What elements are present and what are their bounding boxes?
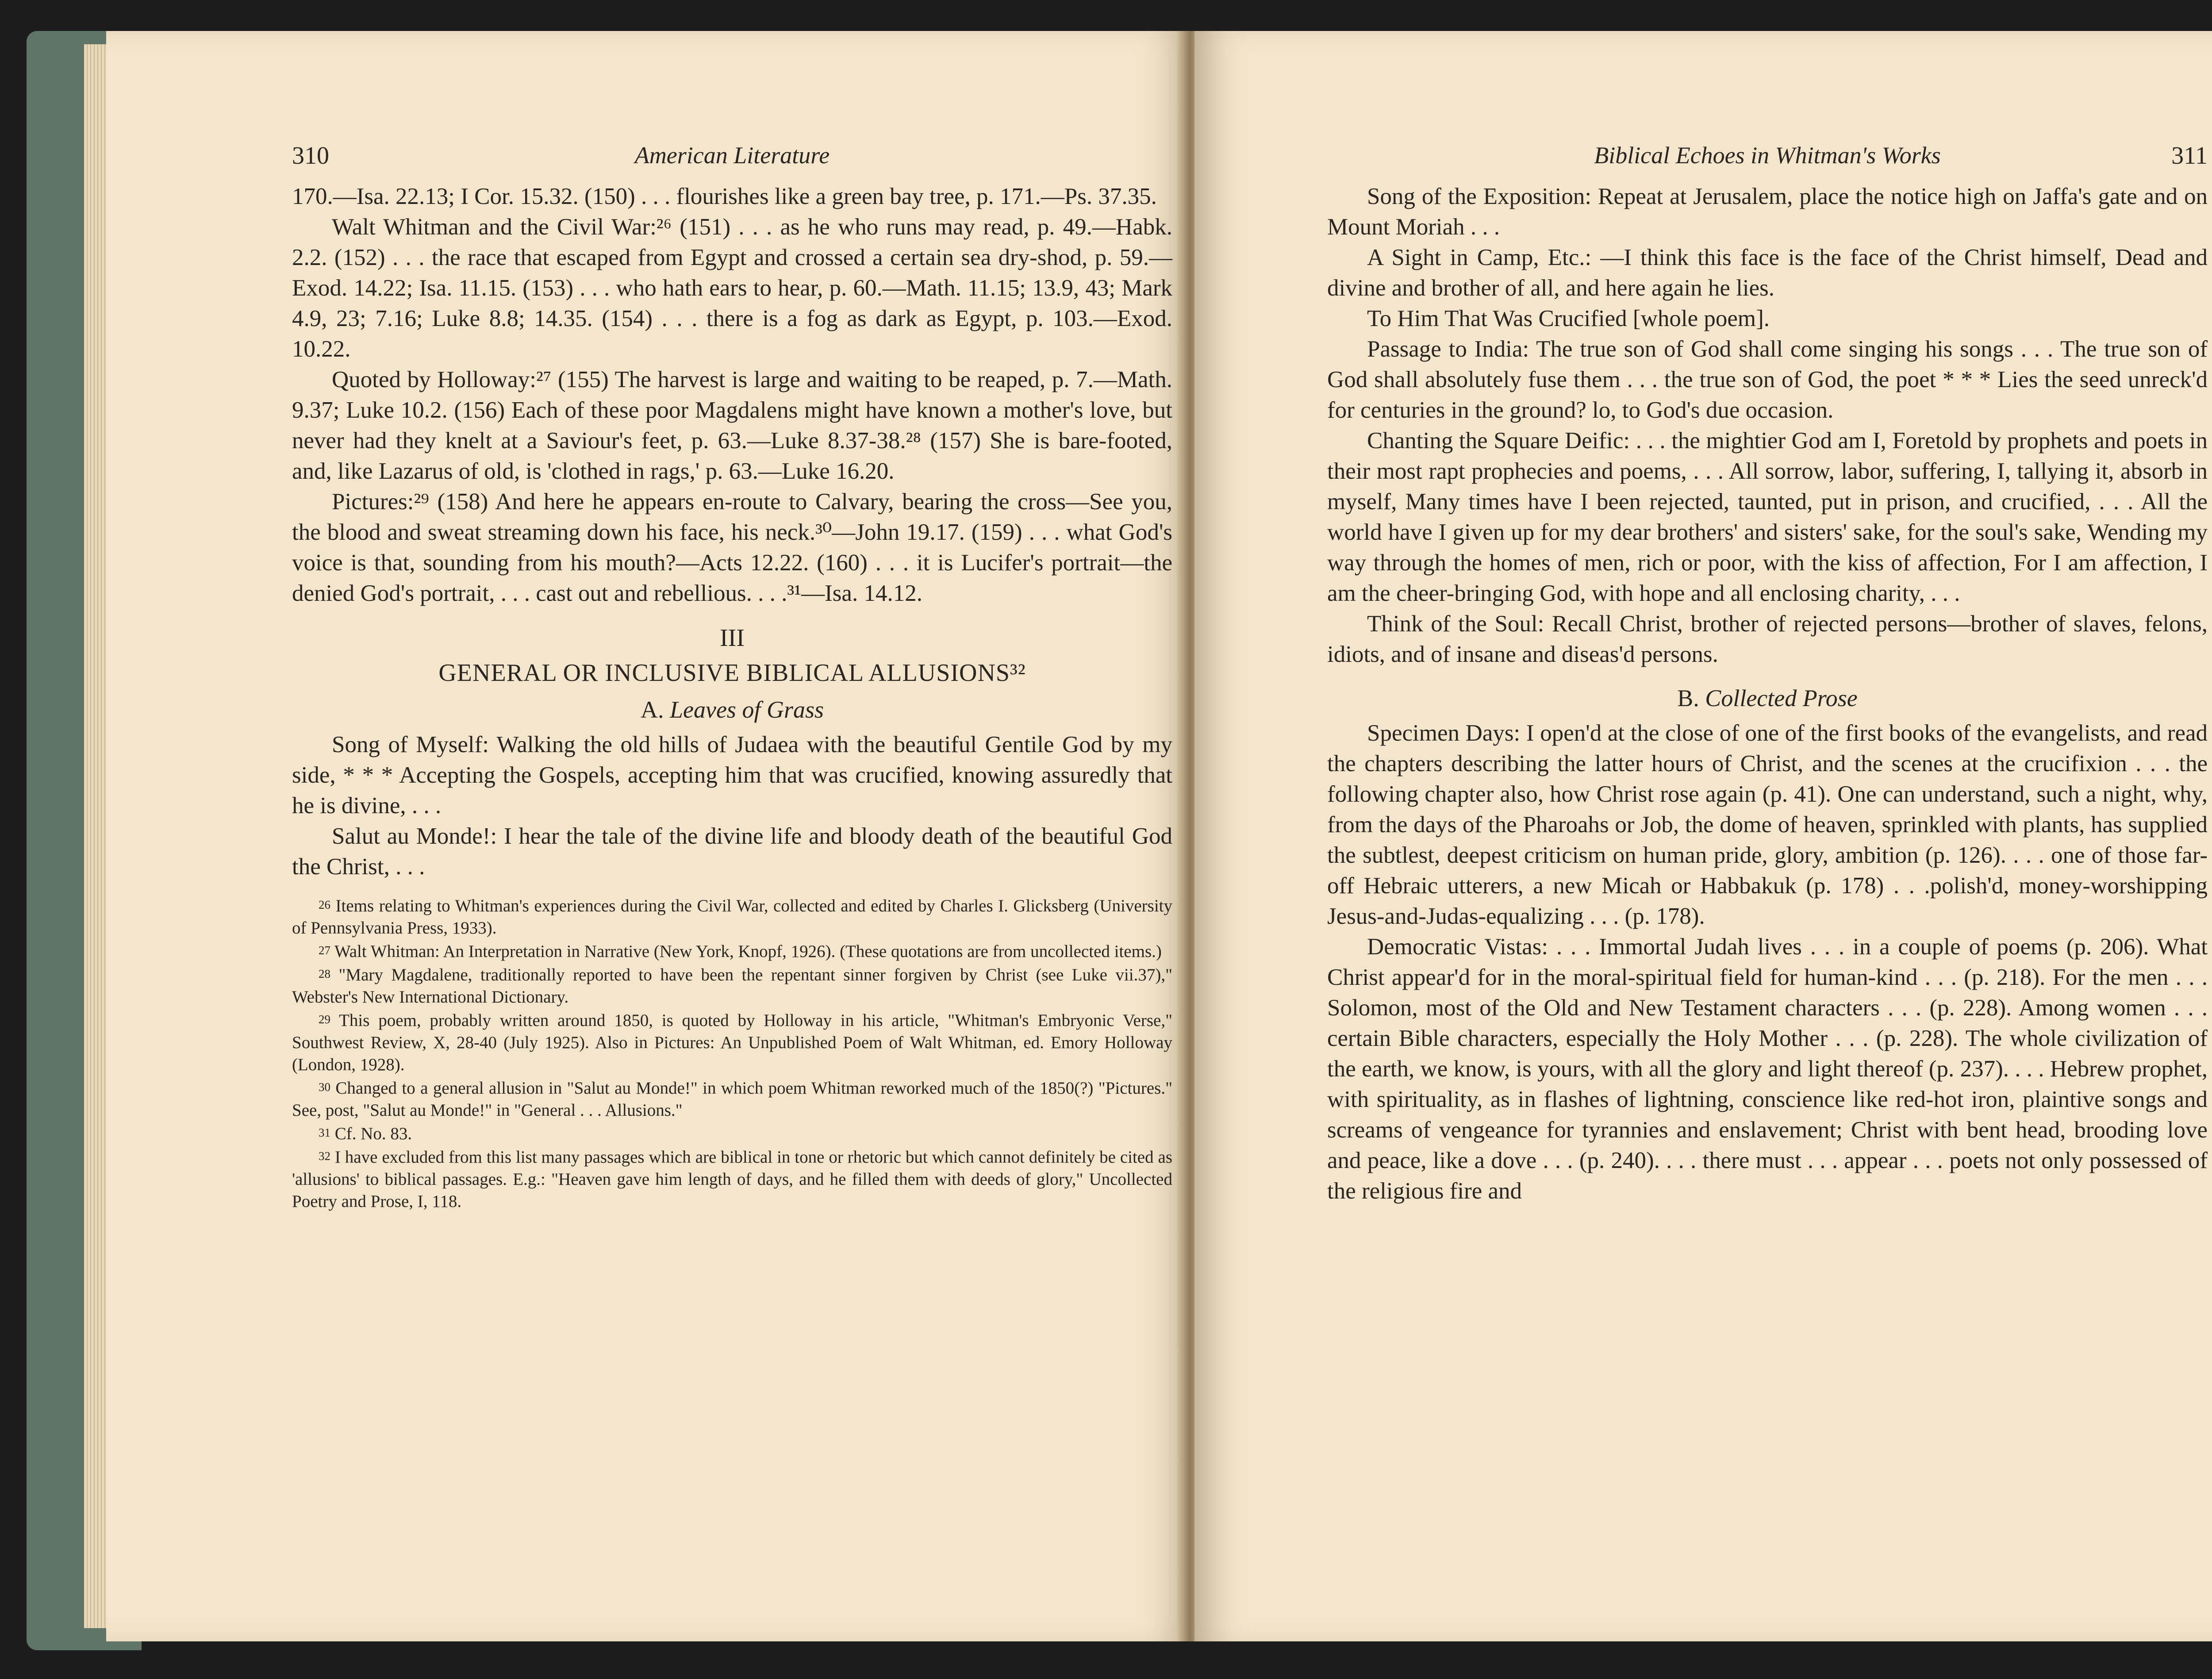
footnote-mark: 27 xyxy=(319,944,330,957)
footnote-text: Cf. No. 83. xyxy=(334,1124,412,1143)
footnote-mark: 31 xyxy=(319,1126,330,1139)
left-body-text xyxy=(292,181,1172,882)
footnote-text: Changed to a general allusion in "Salut au Monde!" in which poem Whitman reworked much of the 1850(?) "Pictures." See, post, "Salut au Monde!" in "General . . . Allusions." xyxy=(292,1079,1172,1120)
footnote xyxy=(292,1145,1172,1213)
footnote-mark: 32 xyxy=(319,1149,330,1163)
paragraph: Passage to India: The true son of God shall come singing his songs . . . The true son of God shall absolutely fuse them . . . the true son of God, the poet * * * Lies the seed unreck'd for centuries in the ground? lo, to God's due occasion. xyxy=(1327,336,2208,423)
footnote-text: "Mary Magdalene, traditionally reported to have been the repentant sinner forgiven by Christ (see Luke vii.37)," Webster's New International Dictionary. xyxy=(292,965,1173,1007)
footnote xyxy=(292,963,1172,1008)
footnotes xyxy=(292,894,1172,1213)
footnote-text: Items relating to Whitman's experiences during the Civil War, collected and edited by Charles I. Glicksberg (University of Pennsylvania Press, 1933). xyxy=(292,896,1172,937)
subsection-title: Leaves of Grass xyxy=(670,696,824,723)
footnote xyxy=(292,1122,1172,1145)
footnote-mark: 30 xyxy=(319,1080,330,1094)
paragraph: Democratic Vistas: . . . Immortal Judah lives . . . in a couple of poems (p. 206). What Christ appear'd for in the moral-spiritual field for human-kind . . . (p. 218). For the men . . . Solomon, most of the Old and New Testament characters . . . (p. 228). Among women . . . certain Bible characters, especially the Holy Mother . . . (p. 228). The whole civilization of the earth, we know, is yours, with all the glory and light thereof (p. 237). . . . Hebrew prophet, with spirituality, as in flashes of lightning, conscience like red-hot iron, plaintive songs and screams of vengeance for tyrannies and enslavement; Christ with bent head, brooding love and peace, like a dove . . . (p. 240). . . . there must . . . appear . . . poets not only possessed of the religious fire and xyxy=(1327,934,2208,1204)
paragraph: Salut au Monde!: I hear the tale of the divine life and bloody death of the beautiful God the Christ, . . . xyxy=(292,823,1172,880)
footnote-text: This poem, probably written around 1850, is quoted by Holloway in his article, "Whitman's Embryonic Verse," Southwest Review, X, 28-40 (July 1925). Also in Pictures: An Unpublished Poem of Walt Whitman, ed. Emory Holloway (London, 1928). xyxy=(292,1011,1172,1074)
footnote xyxy=(292,1008,1172,1076)
left-running-title: American Literature xyxy=(634,142,830,169)
paragraph: Chanting the Square Deific: . . . the mightier God am I, Foretold by prophets and poets in their most rapt prophecies and poems, . . . All sorrow, labor, suffering, I, tallying it, absorb in myself, Many times have I been rejected, taunted, put in prison, and crucified, . . . All the world have I given up for my dear brothers' and sisters' sake, for the soul's sake, Wending my way through the homes of men, rich or poor, with the kiss of affection, For I am affection, I am the cheer-bringing God, with hope and all enclosing charity, . . . xyxy=(1327,428,2208,606)
right-page-column xyxy=(1327,142,2208,1206)
right-page xyxy=(1194,31,2212,1641)
paragraph: To Him That Was Crucified [whole poem]. xyxy=(1367,306,1770,331)
footnote-text: I have excluded from this list many passages which are biblical in tone or rhetoric but which cannot definitely be cited as 'allusions' to biblical passages. E.g.: "Heaven gave him length of days, and he filled them with deeds of glory," Uncollected Poetry and Prose, I, 118. xyxy=(292,1148,1172,1211)
footnote-mark: 26 xyxy=(319,898,330,911)
footnote xyxy=(292,894,1172,939)
subsection-prefix: A. xyxy=(641,696,664,723)
paragraph: Think of the Soul: Recall Christ, brother of rejected persons—brother of slaves, felons, idiots, and of insane and diseas'd persons. xyxy=(1327,611,2208,667)
footnote xyxy=(292,1076,1172,1122)
paragraph: Pictures:²⁹ (158) And here he appears en-route to Calvary, bearing the cross—See you, the blood and sweat streaming down his face, his neck.³⁰—John 19.17. (159) . . . what God's voice is that, sounding from his mouth?—Acts 12.22. (160) . . . it is Lucifer's portrait—the denied God's portrait, . . . cast out and rebellious. . . .³¹—Isa. 14.12. xyxy=(292,489,1172,606)
footnote-text: Walt Whitman: An Interpretation in Narrative (New York, Knopf, 1926). (These quotations are from uncollected items.) xyxy=(334,942,1162,961)
right-body-text xyxy=(1327,181,2208,1206)
left-page-column xyxy=(292,142,1172,1213)
footnote-mark: 28 xyxy=(319,967,330,980)
left-page-number: 310 xyxy=(292,142,329,169)
left-page xyxy=(106,31,1186,1641)
subsection-heading xyxy=(292,695,1172,725)
paragraph: Walt Whitman and the Civil War:²⁶ (151) . . . as he who runs may read, p. 49.—Habk. 2.2. (152) . . . the race that escaped from Egypt and crossed a certain sea dry-shod, p. 59.—Exod. 14.22; Isa. 11.15. (153) . . . who hath ears to hear, p. 60.—Math. 11.15; 13.9, 43; Mark 4.9, 23; 7.16; Luke 8.8; 14.35. (154) . . . there is a fog as dark as Egypt, p. 103.—Exod. 10.22. xyxy=(292,214,1172,362)
subsection-heading xyxy=(1327,683,2208,714)
right-running-title: Biblical Echoes in Whitman's Works xyxy=(1594,142,1941,169)
paragraph: Song of the Exposition: Repeat at Jerusalem, place the notice high on Jaffa's gate and on Mount Moriah . . . xyxy=(1327,184,2208,240)
section-title: GENERAL OR INCLUSIVE BIBLICAL ALLUSIONS³² xyxy=(438,659,1026,687)
subsection-prefix: B. xyxy=(1677,685,1699,711)
paragraph: 170.—Isa. 22.13; I Cor. 15.32. (150) . . . flourishes like a green bay tree, p. 171.—Ps. 37.35. xyxy=(292,184,1157,209)
right-running-head xyxy=(1327,142,2208,181)
section-numeral: III xyxy=(720,624,745,652)
paragraph: Song of Myself: Walking the old hills of Judaea with the beautiful Gentile God by my side, * * * Accepting the Gospels, accepting him that was crucified, knowing assuredly that he is divine, . . . xyxy=(292,732,1172,818)
paragraph: Quoted by Holloway:²⁷ (155) The harvest is large and waiting to be reaped, p. 7.—Math. 9.37; Luke 10.2. (156) Each of these poor Magdalens might have known a mother's love, but never had they knelt at a Saviour's feet, p. 63.—Luke 8.37-38.²⁸ (157) She is bare-footed, and, like Lazarus of old, is 'clothed in rags,' p. 63.—Luke 16.20. xyxy=(292,367,1172,484)
footnote-mark: 29 xyxy=(319,1013,330,1026)
left-running-head xyxy=(292,142,1172,181)
right-page-number: 311 xyxy=(2171,142,2208,169)
footnote xyxy=(292,939,1172,963)
subsection-title: Collected Prose xyxy=(1705,685,1858,711)
paragraph: Specimen Days: I open'd at the close of one of the first books of the evangelists, and read the chapters describing the latter hours of Christ, and the scenes at the crucifixion . . . the following chapter also, how Christ rose again (p. 41). One can understand, such a night, why, from the days of the Pharoahs or Job, the dome of heaven, sprinkled with plants, has supplied the subtlest, deepest criticism on human pride, glory, ambition (p. 126). . . . one of those far-off Hebraic utterers, a new Micah or Habbakuk (p. 178) . . .polish'd, money-worshipping Jesus-and-Judas-equalizing . . . (p. 178). xyxy=(1327,720,2208,929)
paragraph: A Sight in Camp, Etc.: —I think this face is the face of the Christ himself, Dead and divine and brother of all, and here again he lies. xyxy=(1327,245,2208,301)
